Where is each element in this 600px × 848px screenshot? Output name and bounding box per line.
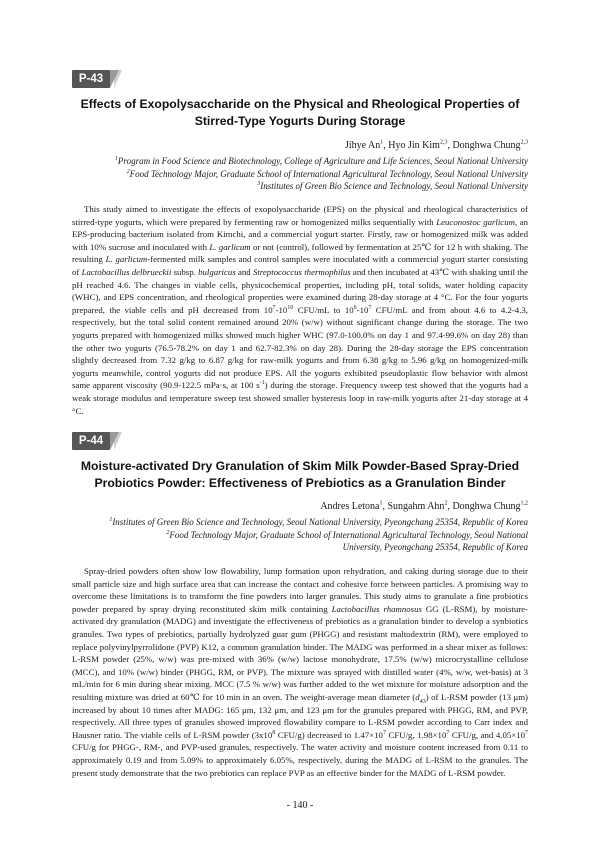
- exponent: 10: [287, 304, 294, 311]
- badge-label: P-44: [72, 432, 110, 450]
- affiliation-list: [72, 516, 528, 554]
- species-name: L. garlicum: [209, 241, 251, 252]
- abstract-text: CFU/mL and from about 4.6 to 4.2-4.3, respectively, but the total solid content remained around 20% (w/w) without significant change during the storage. The two yogurts prepared with homogenized milks showed much higher WHC (97.0-100.0% on day 1 and 97.4-99.6% on day 28) than the other two yogurts (76.5-78.2% on day 1 and 62.7-82.3% on day 28). During the 28-day storage the EPS concentration slightly decreased from 7.32 g/kg to 6.87 g/kg for raw-milk yogurts and from 6.38 g/kg to 5.96 g/kg on homogenized-milk yogurts meanwhile, control yogurts did not produce EPS. All the yogurts exhibited pseudoplastic flow behavior with almost same apparent viscosity (90.9-122.5 mPa·s, at 100 s: [72, 304, 528, 391]
- exponent: 8: [272, 729, 276, 736]
- abstract-text: ) during the storage. Frequency sweep test showed that the yogurts had a weak storage modulus and temperature sweep test showed smaller hysteresis loop in raw-milk yogurts after 21-day storage at 4 °C.: [72, 380, 528, 416]
- affil-sup: 2: [166, 529, 170, 536]
- affil-text: Program in Food Science and Biotechnology, College of Agriculture and Life Sciences, Seoul National University: [117, 156, 528, 166]
- author-affil-sup: 2,3: [439, 139, 448, 146]
- exponent: 7: [382, 729, 386, 736]
- title-line: Moisture-activated Dry Granulation of Skim Milk Powder-Based Spray-Dried: [80, 459, 520, 473]
- title-line: Probiotics Powder: Effectiveness of Prebiotics as a Granulation Binder: [94, 476, 506, 490]
- affiliation: [72, 529, 528, 554]
- abstract-text: GG (L-RSM), by moisture-activated dry granulation (MADG) and investigate the effectiveness of prebiotics as a granulation binder to develop a synbiotics granules. Two types of prebiotics, partially hydrolyzed guar gum (PHGG) and resistant maltodextrin (RM), were employed to replace polyvinylpyrrolidone (PVP) K12, a common granulation binder. The MADG was performed in a shear mixer as follows: L-RSM powder (25%, w/w) was pre-mixed with 36% (w/w) lactose monohydrate, 17.5% (w/w) microcrystalline cellulose (MCC), and 10% (w/w) binder (PHGG, RM, or PVP). The mixture was sprayed with distilled water (4%, w/w, wet-basis) at 3 mL/min for 6 min during shear mixing. MCC (7.5 % w/w) was further added to the wet mixture for moisture adsorption and the resulting mixture was dried at 60℃ for 10 min in an oven. The weight-average mean diameter (: [72, 603, 528, 702]
- exponent: 6: [353, 304, 357, 311]
- author-name: Donghwa Chung: [452, 501, 521, 512]
- author-affil-sup: 1: [380, 139, 384, 146]
- exponent: 7: [368, 304, 372, 311]
- species-name: Streptococcus thermophilus: [252, 266, 351, 277]
- affiliation: [72, 516, 528, 529]
- author-separator: ,: [447, 501, 453, 512]
- affil-text: Food Technology Major, Graduate School of International Agricultural Technology, Seoul National University: [129, 168, 528, 179]
- affil-text: Institutes of Green Bio Science and Technology, Seoul National University: [260, 181, 528, 191]
- author-affil-sup: 2,3: [520, 139, 528, 146]
- author-name: Jihye An: [344, 140, 381, 151]
- author-affil-sup: 1,2: [520, 500, 528, 507]
- affil-text: Institutes of Green Bio Science and Technology, Seoul National University, Pyeongchang 25354, Republic of Korea: [112, 517, 528, 527]
- affil-sup: 1: [114, 156, 118, 162]
- abstract-badge: [72, 432, 122, 450]
- affiliation-list: [72, 155, 528, 193]
- author-name: Hyo Jin Kim: [388, 140, 440, 151]
- abstract-title: [72, 96, 528, 130]
- species-name: L. garlicum: [105, 254, 148, 265]
- abstract-text: CFU/g) decreased to 1.47×10: [275, 729, 383, 740]
- abstract-body: [72, 203, 528, 417]
- abstract-text: This study aimed to investigate the effects of exopolysaccharide (EPS) on the physical and rheological characteristics of stirred-type yogurts, which were prepared by fermenting raw or homogenized milks sequentially with: [72, 204, 528, 227]
- badge-decoration: [110, 432, 119, 450]
- author-name: Andres Letona: [320, 501, 380, 512]
- abstract-badge: [72, 70, 122, 88]
- affil-text: Food Technology Major, Graduate School of International Agricultural Technology, Seoul National University, Pyeongchang 25354, Republic of Korea: [169, 529, 528, 552]
- affiliation: [72, 155, 528, 168]
- author-name: Sungahm Ahn: [387, 501, 445, 512]
- abstract-text: , an EPS-producing bacterium isolated from Kimchi, and a commercial yogurt starter. Firstly, raw or homogenized milk was added with 10% sucrose and inoculated with: [72, 216, 528, 252]
- math-symbol: d: [415, 691, 420, 702]
- species-name: Leuconostoc garlicum: [436, 216, 515, 227]
- affiliation: [72, 180, 528, 193]
- abstract-text: Spray-dried powders often show low flowability, lump formation upon rehydration, and caking during storage due to their small particle size and high surface area that can increase the contact and cohesive force between particles. A promising way to overcome these limitations is to transform the fine powders into larger granules. This study aims to granulate a fine probiotics powder prepared by spray drying reconstituted skim milk containing: [72, 566, 528, 614]
- abstract-body: [72, 565, 528, 779]
- affil-sup: 1: [109, 517, 113, 523]
- badge-decoration: [110, 70, 119, 88]
- badge-label: P-43: [72, 70, 110, 88]
- exponent: 7: [525, 729, 528, 736]
- subscript: 43: [419, 698, 426, 705]
- author-separator: ,: [382, 501, 388, 512]
- species-name: Lactobacillus delbrueckii: [81, 266, 172, 277]
- species-name: Lactobacillus rhamnosus: [331, 603, 422, 614]
- exponent: 7: [446, 729, 450, 736]
- abstract-text: and then incubated at 43℃ with shaking until the pH reached 4.6. The changes in viable cells, physicochemical properties, including pH, total solids, water holding capacity (WHC), and EPS concentration, and rheological properties were examined during 28-day storage at 4 °C. For the four yogurts prepared, the viable cells and pH decreased from 10: [72, 266, 529, 315]
- abstract-text: or not (control), followed by fermentation at 25℃ for 12 h with shaking. The resulting: [72, 241, 528, 265]
- affil-sup: 3: [257, 181, 261, 187]
- author-separator: ,: [447, 140, 453, 151]
- exponent: -1: [259, 380, 265, 387]
- author-list: [72, 500, 528, 513]
- abstract-text: -10: [356, 304, 369, 315]
- abstract-text: CFU/mL to 10: [293, 304, 354, 315]
- exponent: 7: [272, 304, 276, 311]
- title-line: Stirred-Type Yogurts During Storage: [194, 114, 406, 128]
- abstract-text: -10: [275, 304, 288, 315]
- abstract-text: ) of L-RSM powder (13 μm) increased by about 10 times after MADG: 165 μm, 132 μm, and 123 μm for the granules prepared with PHGG, RM, and PVP, respectively. All three types of granules showed improved flowability compare to L-RSM powder according to Carr index and Hausner ratio. The viable cells of L-RSM powder (3x10: [72, 691, 528, 740]
- author-affil-sup: 1: [379, 500, 383, 507]
- abstract-text: subsp.: [171, 266, 199, 277]
- author-name: Donghwa Chung: [452, 140, 521, 151]
- species-name: bulgaricus: [198, 266, 236, 277]
- title-line: Effects of Exopolysaccharide on the Physical and Rheological Properties of: [80, 97, 520, 111]
- abstract-text: CFU/g for PHGG-, RM-, and PVP-used granules, respectively. The water activity and moisture content increased from 0.11 to approximately 0.19 and from 5.09% to approximately 6.05%, respectively, during the MADG of L-RSM to the granules. The present study demonstrate that the two prebiotics can replace PVP as an effective binder for the MADG of L-RSM powder.: [72, 742, 528, 778]
- page-number: - 140 -: [286, 800, 314, 811]
- abstract-text: CFU/g, 1.98×10: [385, 729, 447, 740]
- abstract-text: and: [235, 266, 253, 277]
- abstract-text: CFU/g, and 4.05×10: [449, 729, 525, 740]
- affiliation: [72, 168, 528, 181]
- abstract-text: -fermented milk samples and control samples were inoculated with a commercial yogurt starter consisting of: [72, 254, 529, 277]
- author-affil-sup: 2: [444, 500, 448, 507]
- author-list: [72, 139, 528, 152]
- author-separator: ,: [383, 140, 389, 151]
- abstract-title: [72, 458, 528, 492]
- affil-sup: 2: [126, 168, 130, 175]
